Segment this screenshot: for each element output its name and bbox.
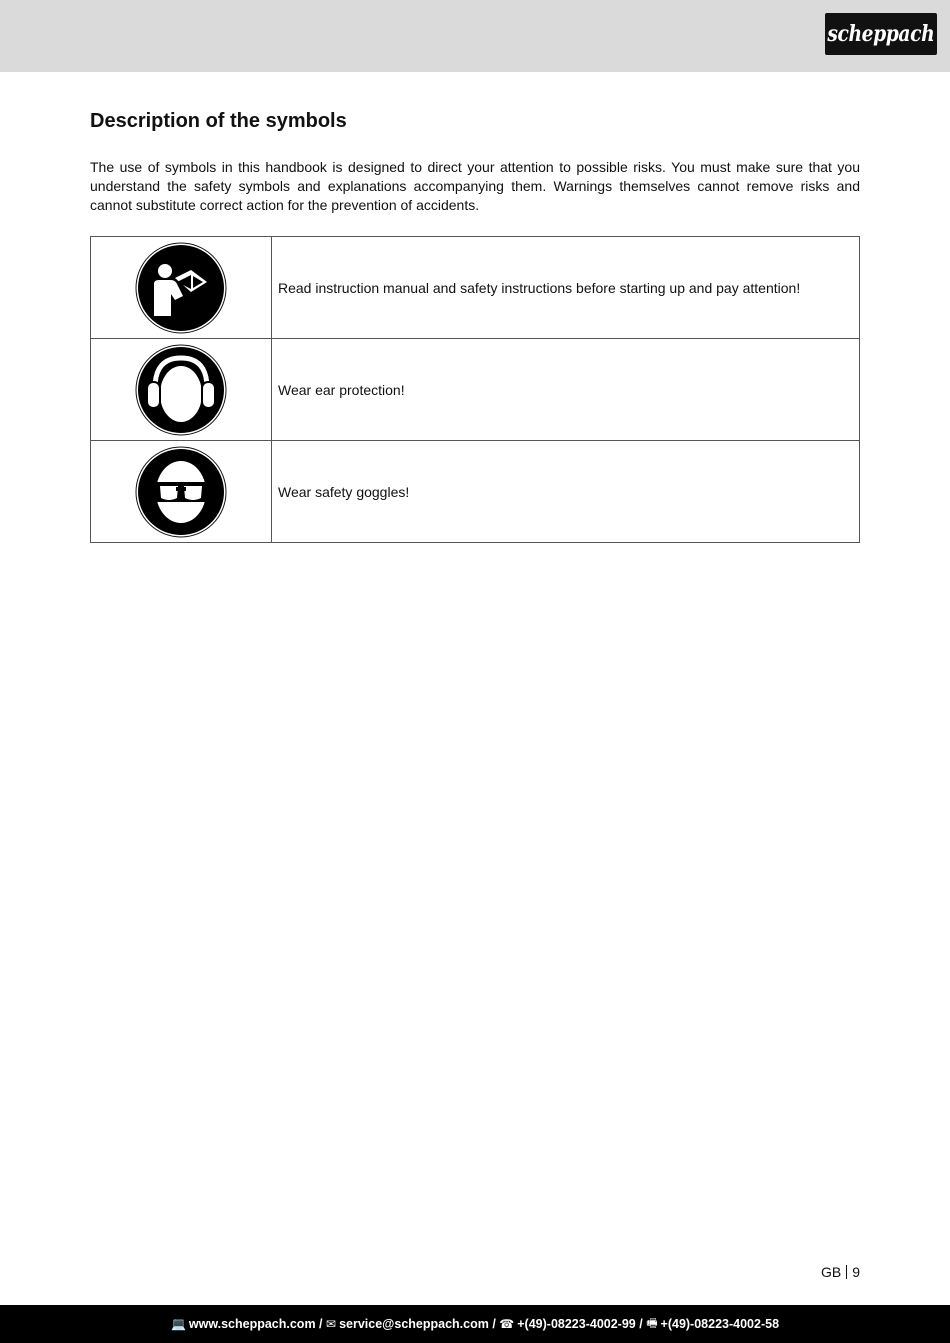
safety-goggles-icon (135, 446, 227, 538)
phone-number: +(49)-08223-4002-99 (517, 1317, 636, 1331)
icon-cell (91, 237, 272, 339)
symbol-description: Wear safety goggles! (272, 441, 860, 543)
table-row (91, 339, 860, 441)
symbol-description: Wear ear protection! (272, 339, 860, 441)
symbols-table (90, 236, 860, 543)
phone-icon: ☎ (499, 1317, 515, 1331)
read-manual-icon (135, 242, 227, 334)
footer-separator: / (639, 1317, 643, 1331)
table-row (91, 237, 860, 339)
icon-cell (91, 441, 272, 543)
table-row (91, 441, 860, 543)
website-link[interactable]: www.scheppach.com (188, 1317, 316, 1331)
email-icon: ✉ (326, 1317, 337, 1331)
logo-text: scheppach (827, 21, 935, 47)
intro-paragraph: The use of symbols in this handbook is designed to direct your attention to possible risks. You must make sure that you understand the safety symbols and explanations accompanying them. Warnings themselves cannot remove risks and cannot substitute correct action for the prevention of accidents. (90, 159, 860, 213)
footer-separator: / (319, 1317, 323, 1331)
scheppach-logo (825, 13, 937, 55)
fax-number: +(49)-08223-4002-58 (660, 1317, 780, 1331)
page-number (821, 1264, 860, 1280)
ear-protection-icon (135, 344, 227, 436)
fax-icon: 🖷 (646, 1315, 658, 1330)
icon-cell (91, 339, 272, 441)
page-footer (0, 1305, 950, 1343)
symbol-description: Read instruction manual and safety instructions before starting up and pay attention! (272, 237, 860, 339)
language-code: GB (820, 1264, 842, 1280)
computer-icon: 💻 (170, 1317, 186, 1331)
page-header (0, 0, 950, 72)
page-divider (846, 1265, 847, 1279)
email-link[interactable]: service@scheppach.com (339, 1317, 489, 1331)
section-title: Description of the symbols (90, 110, 347, 132)
page-number-value: 9 (852, 1264, 860, 1280)
footer-separator: / (492, 1317, 496, 1331)
